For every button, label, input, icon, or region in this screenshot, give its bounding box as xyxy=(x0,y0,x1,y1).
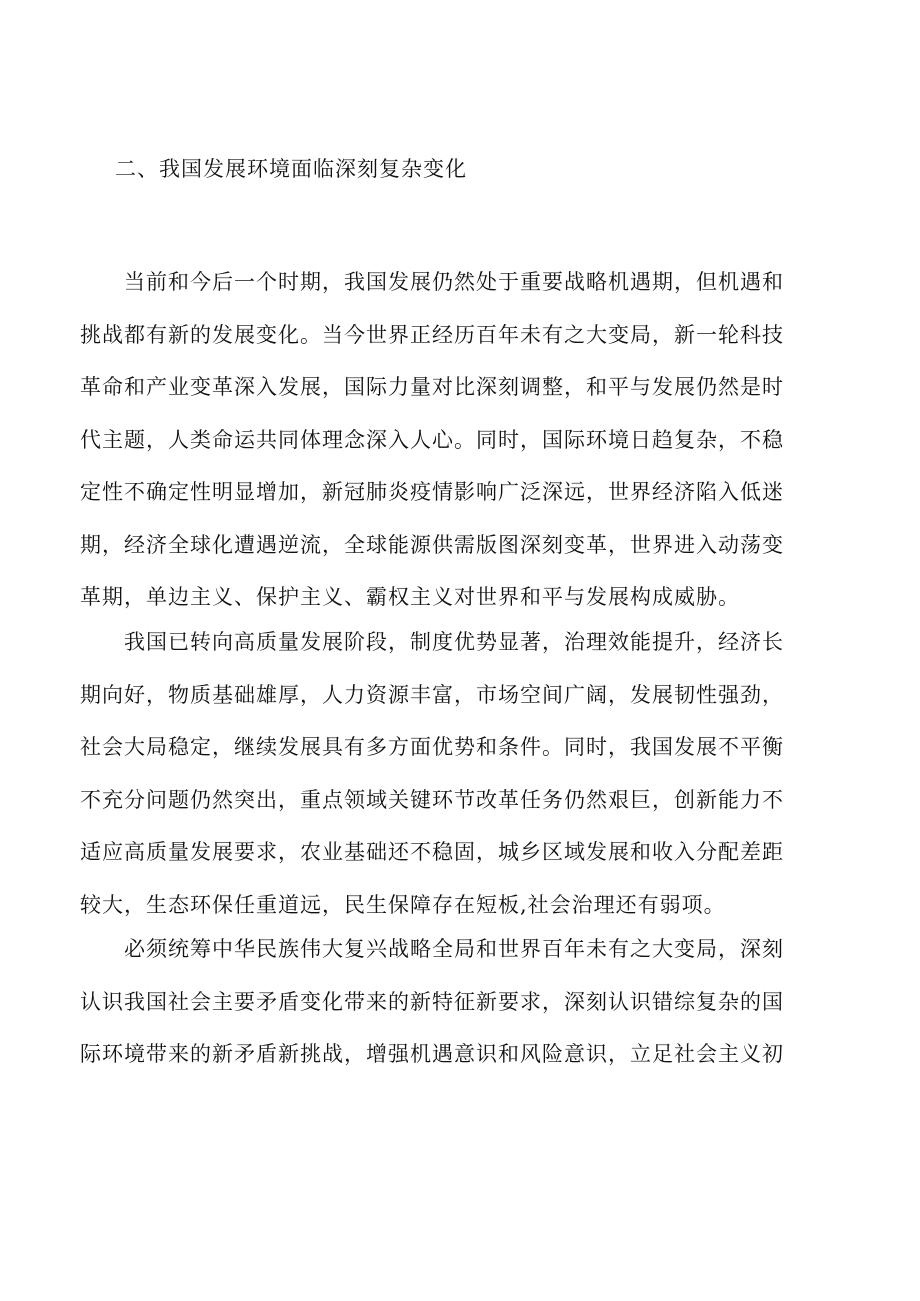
paragraph-line: 定性不确定性明显增加，新冠肺炎疫情影响广泛深远，世界经济陷入低迷 xyxy=(80,480,784,504)
paragraph-line: 挑战都有新的发展变化。当今世界正经历百年未有之大变局，新一轮科技 xyxy=(80,322,784,347)
paragraph-line: 我国已转向高质量发展阶段，制度优势显著，治理效能提升，经济长 xyxy=(124,630,784,654)
paragraph-line: 认识我国社会主要矛盾变化带来的新特征新要求，深刻认识错综复杂的国 xyxy=(80,989,784,1014)
paragraph-line: 适应高质量发展要求，农业基础还不稳固，城乡区域发展和收入分配差距 xyxy=(80,840,784,864)
paragraph-1 xyxy=(80,256,840,624)
paragraph-line: 必须统筹中华民族伟大复兴战略全局和世界百年未有之大变局，深刻 xyxy=(124,937,784,961)
paragraph-line: 不充分问题仍然突出，重点领域关键环节改革任务仍然艰巨，创新能力不 xyxy=(80,787,784,812)
paragraph-line: 期，经济全球化遭遇逆流，全球能源供需版图深刻变革，世界进入动荡变 xyxy=(80,532,784,557)
section-heading: 二、我国发展环境面临深刻复杂变化 xyxy=(115,157,467,181)
paragraph-line: 代主题，人类命运共同体理念深入人心。同时，国际环境日趋复杂，不稳 xyxy=(80,427,784,452)
paragraph-line: 社会大局稳定，继续发展具有多方面优势和条件。同时，我国发展不平衡 xyxy=(80,735,784,759)
paragraph-line: 革期，单边主义、保护主义、霸权主义对世界和平与发展构成威胁。 xyxy=(80,585,740,609)
paragraph-line: 际环境带来的新矛盾新挑战，增强机遇意识和风险意识，立足社会主义初 xyxy=(80,1042,784,1066)
paragraph-2 xyxy=(80,616,840,931)
paragraph-3 xyxy=(80,923,840,1081)
paragraph-line: 当前和今后一个时期，我国发展仍然处于重要战略机遇期，但机遇和 xyxy=(124,270,784,294)
paragraph-line: 较大，生态环保任重道远，民生保障存在短板,社会治理还有弱项。 xyxy=(80,892,726,917)
paragraph-line: 期向好，物质基础雄厚，人力资源丰富，市场空间广阔，发展韧性强劲， xyxy=(80,682,784,707)
paragraph-line: 革命和产业变革深入发展，国际力量对比深刻调整，和平与发展仍然是时 xyxy=(80,375,784,399)
